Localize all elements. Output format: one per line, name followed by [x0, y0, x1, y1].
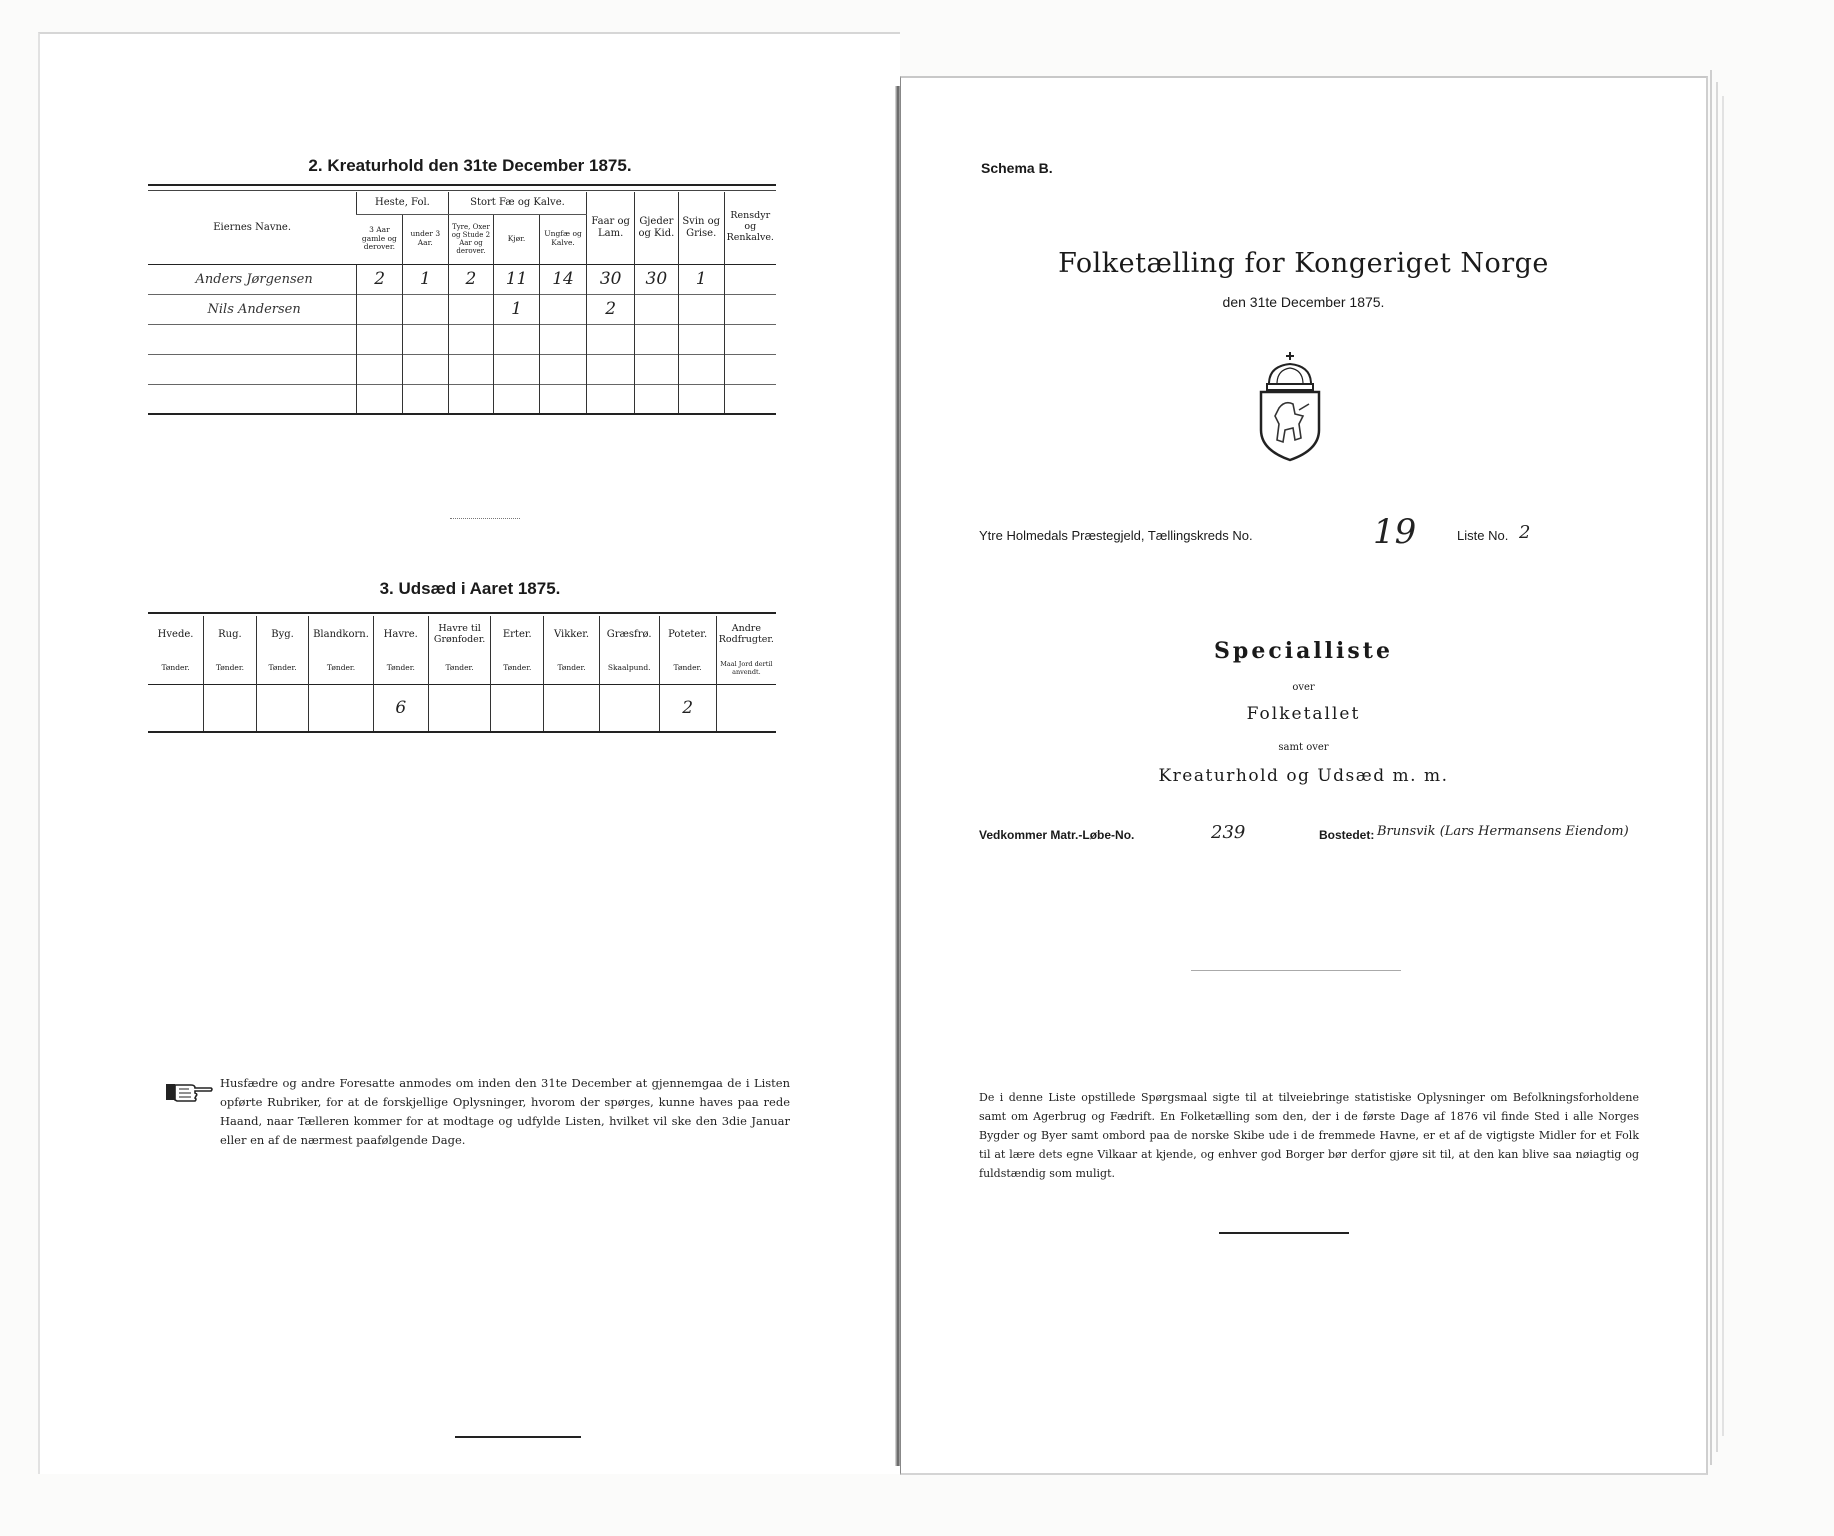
tyre-oxer	[448, 294, 494, 324]
col-stort-sub1: Tyre, Oxer og Stude 2 Aar og derover.	[448, 214, 494, 264]
heste-3aar: 2	[357, 264, 403, 294]
stacked-page-edge	[1710, 70, 1712, 1465]
liste-number: 2	[1519, 522, 1531, 543]
matr-line	[979, 818, 1679, 852]
col-heste-header: Heste, Fol.	[357, 192, 448, 214]
section2-top-rule-2	[148, 190, 776, 191]
svin: 1	[678, 264, 724, 294]
col-stort-header: Stort Fæ og Kalve.	[448, 192, 587, 214]
heste-3aar	[357, 294, 403, 324]
seed-unit: Tønder.	[491, 654, 544, 684]
stacked-page-edge	[1722, 96, 1724, 1436]
samt-over-label: samt over	[1278, 742, 1329, 753]
seed-unit: Tønder.	[204, 654, 257, 684]
table-row	[148, 354, 776, 384]
section2-title: 2. Kreaturhold den 31te December 1875.	[308, 156, 632, 175]
stacked-page-edge	[1716, 82, 1718, 1452]
seed-col-havre: Havre.	[373, 616, 428, 654]
faar: 2	[587, 294, 635, 324]
ungfae	[539, 294, 587, 324]
col-heste-sub2: under 3 Aar.	[403, 214, 449, 264]
svin	[678, 294, 724, 324]
seed-value: 2	[659, 684, 716, 732]
seed-value: 6	[373, 684, 428, 732]
seed-unit: Maal Jord dertil anvendt.	[716, 654, 776, 684]
heste-under3: 1	[403, 264, 449, 294]
seed-col-vikker: Vikker.	[544, 616, 600, 654]
matr-number: 239	[1211, 822, 1246, 843]
seed-value	[428, 684, 490, 732]
separator-dots	[450, 518, 520, 519]
pointing-hand-icon	[165, 1078, 213, 1104]
norway-coat-of-arms-icon	[1255, 350, 1325, 462]
seed-value	[544, 684, 600, 732]
gjeder	[634, 294, 678, 324]
seed-value	[204, 684, 257, 732]
faar: 30	[587, 264, 635, 294]
livestock-table	[148, 192, 776, 415]
bosted-value: Brunsvik (Lars Hermansens Eiendom)	[1377, 824, 1629, 839]
tyre-oxer: 2	[448, 264, 494, 294]
rensdyr	[724, 294, 776, 324]
section3-top-rule	[148, 612, 776, 614]
liste-label: Liste No.	[1457, 528, 1509, 543]
seed-unit: Skaalpund.	[599, 654, 659, 684]
col-faar-header: Faar og Lam.	[587, 192, 635, 264]
seed-unit: Tønder.	[659, 654, 716, 684]
main-title: Folketælling for Kongeriget Norge	[1058, 248, 1549, 279]
seed-col-erter: Erter.	[491, 616, 544, 654]
parish-label: Ytre Holmedals Præstegjeld, Tællingskreds No.	[979, 528, 1253, 543]
seed-unit: Tønder.	[544, 654, 600, 684]
date-line: den 31te December 1875.	[1222, 294, 1385, 310]
seed-col-hvede: Hvede.	[157, 629, 194, 641]
table-row	[148, 294, 776, 324]
table-row	[148, 324, 776, 354]
col-stort-sub2: Kjør.	[494, 214, 539, 264]
col-owner-header: Eiernes Navne.	[213, 222, 292, 233]
footer-text: De i denne Liste opstillede Spørgsmaal sigte til at tilveiebringe statistiske Oplysninger om Befolkningsforholdene samt om Agerbrug og Fædrift. En Folketælling som den, der i de første Dage af 1876 vil finde Sted i alle Norges Bygder og Byer samt ombord paa de norske Skibe ude i de fremmede Havne, er et af de vigtigste Midler for et Folk til at lære dets egne Vilkaar at kjende, og enhver god Borger bør derfor gjøre sit til, at den kan blive saa nøiagtig og fuldstændig som muligt.	[979, 1091, 1639, 1180]
table-row	[148, 684, 776, 732]
section2-top-rule	[148, 184, 776, 186]
seed-col-poteter: Poteter.	[659, 616, 716, 654]
col-heste-sub1: 3 Aar gamle og derover.	[361, 225, 397, 252]
seed-col-blandkorn: Blandkorn.	[309, 616, 373, 654]
parish-line	[979, 512, 1679, 558]
over-label: over	[1292, 682, 1315, 693]
bottom-rule	[455, 1436, 581, 1438]
col-gjeder-header: Gjeder og Kid.	[634, 192, 678, 264]
ungfae: 14	[539, 264, 587, 294]
seed-unit: Tønder.	[256, 654, 309, 684]
notice-text: Husfædre og andre Foresatte anmodes om inden den 31te December at gjennemgaa de i Listen opførte Rubriker, for at de forskjellige Oplysninger, hvorom der spørges, kunne haves paa rede Haand, naar Tælleren kommer for at modtage og udfylde Listen, hvilket vil ske den 3die Januar eller en af de nærmest paafølgende Dage.	[220, 1076, 790, 1147]
separator-line	[1191, 970, 1401, 971]
kreaturhold-heading: Kreaturhold og Udsæd m. m.	[1158, 766, 1449, 786]
district-number: 19	[1373, 512, 1417, 552]
seed-value	[599, 684, 659, 732]
col-rensdyr-header: Rensdyr og Renkalve.	[724, 192, 776, 264]
seed-col-rug: Rug.	[204, 616, 257, 654]
table-row	[148, 264, 776, 294]
seed-value	[256, 684, 309, 732]
schema-label: Schema B.	[981, 160, 1053, 176]
seed-col-graesfro: Græsfrø.	[599, 616, 659, 654]
folketallet-heading: Folketallet	[1246, 704, 1361, 724]
section3-title: 3. Udsæd i Aaret 1875.	[379, 579, 561, 598]
seed-col-havre-gronfoder: Havre til Grønfoder.	[428, 616, 490, 654]
seed-unit: Tønder.	[161, 663, 190, 673]
col-svin-header: Svin og Grise.	[678, 192, 724, 264]
right-bottom-rule	[1219, 1232, 1349, 1234]
col-stort-sub3: Ungfæ og Kalve.	[539, 214, 587, 264]
seed-value	[716, 684, 776, 732]
kjor: 11	[494, 264, 539, 294]
seed-unit: Tønder.	[373, 654, 428, 684]
heste-under3	[403, 294, 449, 324]
seed-col-rodfrugter: Andre Rodfrugter.	[716, 616, 776, 654]
matr-label: Vedkommer Matr.-Løbe-No.	[979, 828, 1135, 842]
right-page	[900, 76, 1708, 1475]
left-page	[38, 32, 900, 1474]
kjor: 1	[494, 294, 539, 324]
specialliste-heading: Specialliste	[1214, 638, 1393, 664]
rensdyr	[724, 264, 776, 294]
table-row	[148, 384, 776, 414]
owner-name: Nils Andersen	[148, 294, 357, 324]
seed-value	[148, 684, 204, 732]
seed-table	[148, 616, 776, 733]
gjeder: 30	[634, 264, 678, 294]
seed-value	[309, 684, 373, 732]
owner-name: Anders Jørgensen	[148, 264, 357, 294]
seed-value	[491, 684, 544, 732]
seed-unit: Tønder.	[428, 654, 490, 684]
seed-col-byg: Byg.	[256, 616, 309, 654]
seed-unit: Tønder.	[309, 654, 373, 684]
bosted-label: Bostedet:	[1319, 828, 1375, 842]
